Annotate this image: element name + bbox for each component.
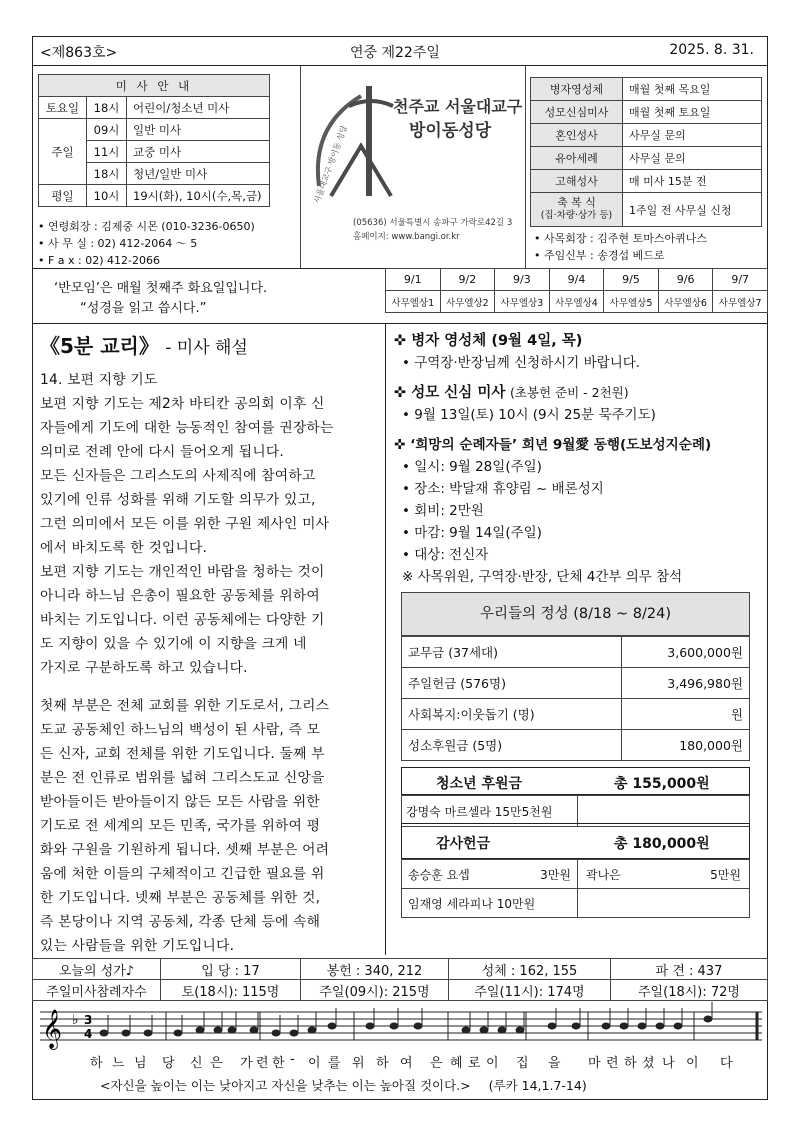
mass-time: 09시 — [87, 119, 127, 141]
lyric-syllable: - — [290, 1052, 295, 1067]
donor-name: 송승훈 요셉 — [408, 867, 470, 882]
thanks-offering-title: 감사헌금 — [436, 836, 491, 852]
notice-title-sub: (초봉헌 준비 - 2천원) — [509, 385, 629, 400]
stats-table — [32, 958, 768, 1001]
note-head — [480, 1027, 488, 1033]
note-head — [174, 1030, 182, 1036]
text-line: 아니라 하느님 은총이 필요한 공동체를 위하여 — [40, 588, 320, 604]
lyric-syllable: 하 — [90, 1056, 103, 1071]
lyric-syllable: 다 — [720, 1056, 733, 1071]
thanks-donor — [578, 889, 750, 918]
mass-time: 18시 — [87, 97, 127, 119]
reading-date: 9/1 — [386, 269, 441, 291]
offering-amount: 3,496,980원 — [622, 668, 750, 699]
lyric-syllable: 한 — [272, 1056, 285, 1071]
note-head — [572, 1023, 580, 1029]
sched-value: 매월 첫째 토요일 — [623, 101, 762, 124]
hymn-offertory: 봉헌 : 340, 212 — [301, 959, 449, 980]
reading-book: 사무엘상6 — [658, 291, 713, 313]
offering-amount: 원 — [622, 699, 750, 730]
lyric-syllable: 당 — [162, 1056, 175, 1071]
lyric-syllable: 련 — [256, 1056, 269, 1071]
parish-logo-area — [300, 66, 526, 268]
lyric-syllable: 님 — [134, 1056, 147, 1071]
text-line: 가지로 구분하도록 하고 있습니다. — [40, 660, 248, 676]
mass-day: 주일 — [39, 119, 87, 185]
lyric-syllable: 하 — [624, 1056, 637, 1071]
attendance-sat: 토(18시): 115명 — [161, 980, 301, 1001]
note-head — [414, 1023, 422, 1029]
catechism-para1 — [40, 392, 380, 680]
sched-key: 유아세례 — [531, 147, 623, 170]
notice-pilgrimage-details — [394, 456, 764, 588]
sched-key-sub: (집·차량·상가 등) — [540, 210, 613, 221]
liturgical-week: 연중 제22주일 — [350, 45, 440, 61]
offering-amount: 180,000원 — [622, 730, 750, 761]
text-line: 첫째 부분은 전체 교회를 위한 기도로서, 그리스 — [40, 698, 330, 714]
lyric-syllable: 련 — [606, 1056, 619, 1071]
lyric-syllable: 은 — [430, 1056, 443, 1071]
thanks-donor — [578, 860, 750, 889]
contact-funeral: • 연령회장 : 김제중 시몬 (010-3236-0650) — [38, 220, 255, 233]
sched-value: 매월 첫째 목요일 — [623, 78, 762, 101]
note-head — [674, 1023, 682, 1029]
mass-title: 미 사 안 내 — [39, 75, 270, 97]
mass-desc: 어린이/청소년 미사 — [127, 97, 270, 119]
hymn-communion: 성체 : 162, 155 — [449, 959, 611, 980]
time-signature-top: 3 — [84, 1013, 93, 1027]
lyric-syllable: 하 — [376, 1056, 389, 1071]
sched-key: 병자영성체 — [531, 78, 623, 101]
note-head — [214, 1027, 222, 1033]
lyric-syllable: 이 — [486, 1056, 499, 1071]
catechism-para2 — [40, 694, 380, 958]
mass-time: 11시 — [87, 141, 127, 163]
reading-book: 사무엘상1 — [386, 291, 441, 313]
sched-key: 축 복 식 — [557, 196, 596, 209]
notice-sick-communion-line: • 구역장·반장님께 신청하시기 바랍니다. — [402, 355, 641, 371]
mass-desc: 19시(화), 10시(수,목,금) — [127, 185, 270, 207]
text-line: 분은 전 인류로 범위를 넓혀 그리스도교 신앙을 — [40, 770, 325, 786]
pastoral-council-head: • 사목회장 : 김주현 토마스아퀴나스 — [534, 232, 707, 245]
note-head — [498, 1027, 506, 1033]
offering-item: 사회복지:이웃돕기 (명) — [402, 699, 622, 730]
lyric-syllable: 이 — [686, 1056, 699, 1071]
gospel-quote: <자신을 높이는 이는 낮아지고 자신을 낮추는 이는 높아질 것이다.> — [100, 1078, 471, 1093]
catechism-body — [40, 368, 380, 958]
reading-date: 9/6 — [658, 269, 713, 291]
hymn-lyrics — [90, 1052, 750, 1070]
divider — [32, 323, 768, 324]
offering-table — [401, 636, 750, 761]
issue-number: <제863호> — [40, 45, 118, 61]
leadership-list — [534, 230, 707, 264]
attendance-sun11: 주일(11시): 174명 — [449, 980, 611, 1001]
lyric-syllable: 은 — [210, 1056, 223, 1071]
thanks-donor — [402, 889, 578, 918]
mass-desc: 교중 미사 — [127, 141, 270, 163]
parish-address: (05636) 서울특별시 송파구 가락로42길 3 — [353, 218, 513, 228]
thanks-offering-total: 총 180,000원 — [614, 836, 710, 852]
text-line: 화와 구원을 기원하게 됩니다. 셋째 부분은 어려 — [40, 842, 330, 858]
thanks-offering-table — [401, 859, 750, 918]
detail-line: • 일시: 9월 28일(주일) — [402, 459, 542, 475]
youth-donor: 강명숙 마르셀라 15만5천원 — [402, 796, 578, 827]
notice-marian-mass-line: • 9월 13일(토) 10시 (9시 25분 묵주기도) — [402, 407, 656, 423]
reading-date: 9/3 — [495, 269, 550, 291]
reading-date: 9/7 — [713, 269, 768, 291]
attendance-sun9: 주일(09시): 215명 — [301, 980, 449, 1001]
sched-value: 사무실 문의 — [623, 147, 762, 170]
hymn-dismissal: 파 견 : 437 — [611, 959, 768, 980]
sched-value: 매 미사 15분 전 — [623, 170, 762, 193]
text-line: 도교 공동체인 하느님의 백성이 된 사람, 즉 모 — [40, 722, 321, 738]
text-line: 보편 지향 기도는 제2차 바티칸 공의회 이후 신 — [40, 396, 325, 412]
text-line: 보편 지향 기도는 개인적인 바람을 청하는 것이 — [40, 564, 325, 580]
lyric-syllable: 를 — [328, 1056, 341, 1071]
text-line: 한 기도입니다. 넷째 부분은 공동체를 위한 것, — [40, 890, 321, 906]
contact-fax: • F a x : 02) 412-2066 — [38, 254, 160, 267]
sched-value: 1주일 전 사무실 신청 — [623, 193, 762, 227]
donor-name: 곽나은 — [586, 867, 621, 882]
text-line: 자들에게 기도에 대한 능동적인 참여를 권장하는 — [40, 420, 334, 436]
youth-donation-title: 청소년 후원금 — [436, 776, 523, 792]
thanks-offering-header — [401, 823, 750, 859]
bulletin-date: 2025. 8. 31. — [669, 42, 754, 58]
reading-book: 사무엘상4 — [549, 291, 604, 313]
note-head — [272, 1030, 280, 1036]
note-head — [100, 1030, 108, 1036]
mass-day: 평일 — [39, 185, 87, 207]
text-line: 도 지향이 있을 수 있기에 이 지향을 크게 네 — [40, 636, 307, 652]
offering-item: 성소후원금 (5명) — [402, 730, 622, 761]
mass-day: 토요일 — [39, 97, 87, 119]
offering-item: 주일헌금 (576명) — [402, 668, 622, 699]
note-head — [462, 1027, 470, 1033]
lyric-syllable: 가 — [240, 1056, 253, 1071]
time-signature-bottom: 4 — [84, 1027, 93, 1041]
contact-office: • 사 무 실 : 02) 412-2064 ～ 5 — [38, 237, 198, 250]
parish-emblem — [301, 66, 527, 216]
reading-book: 사무엘상3 — [495, 291, 550, 313]
notice-sick-communion-title: ✜ 병자 영성체 (9월 4일, 목) — [394, 333, 583, 349]
note-head — [638, 1023, 646, 1029]
bulletin-header — [32, 36, 768, 66]
attendance-label: 주일미사참례자수 — [33, 980, 161, 1001]
parish-seal-text: 서울대교구 방이동 성당 — [312, 124, 350, 205]
note-head — [516, 1027, 524, 1033]
banmo-line1: ‘반모임’은 매월 첫째주 화요일입니다. — [54, 281, 268, 296]
note-head — [196, 1027, 204, 1033]
lyric-syllable: 로 — [468, 1056, 481, 1071]
column-divider — [385, 323, 386, 955]
notice-title-text: ✜ 성모 신심 미사 — [394, 385, 506, 401]
treble-clef-icon: 𝄞 — [42, 1009, 63, 1049]
bible-reading-table — [385, 268, 768, 313]
attendance-sun18: 주일(18시): 72명 — [611, 980, 768, 1001]
gospel-quote-line — [100, 1076, 587, 1094]
text-line: 기도로 전 세계의 모든 민족, 국가를 위하여 평 — [40, 818, 321, 834]
thanks-donor — [402, 860, 578, 889]
notices — [394, 330, 764, 588]
banmo-line2: “성경을 읽고 씁시다.” — [80, 301, 207, 316]
reading-date: 9/2 — [440, 269, 495, 291]
note-head — [308, 1027, 316, 1033]
reading-book: 사무엘상5 — [604, 291, 659, 313]
lyric-syllable: 마 — [588, 1056, 601, 1071]
mass-time: 18시 — [87, 163, 127, 185]
lyric-syllable: 여 — [400, 1056, 413, 1071]
lyric-syllable: 집 — [516, 1056, 529, 1071]
reading-date: 9/4 — [549, 269, 604, 291]
offering-amount: 3,600,000원 — [622, 637, 750, 668]
lyric-syllable: 신 — [190, 1056, 203, 1071]
detail-line: • 회비: 2만원 — [402, 503, 484, 519]
sched-value: 사무실 문의 — [623, 124, 762, 147]
contact-list — [38, 218, 300, 269]
reading-date: 9/5 — [604, 269, 659, 291]
banmo-notice — [54, 279, 267, 319]
catechism-title-main: 《5분 교리》 — [40, 334, 159, 358]
hymn-label: 오늘의 성가♪ — [33, 959, 161, 980]
parish-priest: • 주임신부 : 송경섭 베드로 — [534, 249, 665, 262]
notice-marian-mass-title — [394, 382, 764, 404]
text-line: 든 신자, 교회 전체를 위한 기도입니다. 둘째 부 — [40, 746, 325, 762]
offering-title: 우리들의 정성 (8/18 ~ 8/24) — [401, 592, 750, 636]
note-head — [366, 1023, 374, 1029]
parish-name-line1: 천주교 서울대교구 — [393, 97, 523, 116]
detail-line: • 마감: 9월 14일(주일) — [402, 525, 542, 541]
text-line: 있기에 인류 성화를 위해 기도할 의무가 있고, — [40, 492, 316, 508]
mass-desc: 일반 미사 — [127, 119, 270, 141]
donor-name: 임재영 세라피나 10만원 — [408, 896, 536, 911]
lyric-syllable: 나 — [662, 1056, 675, 1071]
sched-key-blessing — [531, 193, 623, 227]
catechism-title — [40, 330, 248, 359]
parish-name-line2: 방이동성당 — [409, 121, 492, 141]
reading-book: 사무엘상2 — [440, 291, 495, 313]
lyric-syllable: 을 — [548, 1056, 561, 1071]
parish-homepage: 홈페이지: www.bangi.or.kr — [353, 232, 460, 242]
note-head — [656, 1023, 664, 1029]
note-head — [602, 1023, 610, 1029]
detail-line: • 대상: 전신자 — [402, 547, 489, 563]
lyric-syllable: 이 — [308, 1056, 321, 1071]
sched-key: 혼인성사 — [531, 124, 623, 147]
note-head — [290, 1030, 298, 1036]
mass-schedule-table — [38, 74, 270, 207]
sched-key: 성모신심미사 — [531, 101, 623, 124]
note-head — [390, 1023, 398, 1029]
youth-donation-total: 총 155,000원 — [614, 776, 710, 792]
text-line: 있는 사람들을 위한 기도입니다. — [40, 938, 235, 954]
note-head — [144, 1030, 152, 1036]
youth-donor — [578, 796, 750, 827]
music-staff — [32, 1002, 768, 1050]
note-head — [620, 1023, 628, 1029]
gospel-reference: (루카 14,1.7-14) — [488, 1078, 587, 1093]
notice-pilgrimage-title: ✜ ‘희망의 순례자들’ 희년 9월愛 동행(도보성지순례) — [394, 437, 712, 453]
note-head — [328, 1023, 336, 1029]
note-head — [122, 1030, 130, 1036]
lyric-syllable: 혜 — [450, 1056, 463, 1071]
text-line: 받아들이든 받아들이지 않든 모든 사람을 위한 — [40, 794, 320, 810]
lyric-syllable: 위 — [352, 1056, 365, 1071]
detail-line: ※ 사목위원, 구역장·반장, 단체 4간부 의무 참석 — [402, 569, 683, 585]
detail-line: • 장소: 박달재 휴양림 ~ 배론성지 — [402, 481, 604, 497]
lyric-syllable: 느 — [112, 1056, 125, 1071]
text-line: 바치는 기도입니다. 이런 공동체에는 다양한 기 — [40, 612, 325, 628]
catechism-heading: 14. 보편 지향 기도 — [40, 372, 158, 388]
hymn-entrance: 입 당 : 17 — [161, 959, 301, 980]
text-line: 모든 신자들은 그리스도의 사제직에 참여하고 — [40, 468, 316, 484]
text-line: 즉 본당이나 지역 공동체, 각종 단체 등에 속해 — [40, 914, 321, 930]
note-head — [228, 1027, 236, 1033]
note-head — [250, 1027, 258, 1033]
text-line: 의미로 전례 안에 다시 들어오게 됩니다. — [40, 444, 284, 460]
lyric-syllable: 셨 — [642, 1056, 655, 1071]
note-head — [704, 1016, 712, 1022]
flat-icon: ♭ — [72, 1012, 79, 1028]
mass-desc: 청년/일반 미사 — [127, 163, 270, 185]
reading-book: 사무엘상7 — [713, 291, 768, 313]
text-line: 에서 바치도록 한 것입니다. — [40, 540, 208, 556]
donor-amount: 3만원 — [540, 867, 571, 882]
catechism-subtitle: - 미사 해설 — [165, 338, 248, 358]
donor-amount: 5만원 — [710, 867, 741, 882]
mass-time: 10시 — [87, 185, 127, 207]
offering-item: 교무금 (37세대) — [402, 637, 622, 668]
text-line: 움에 처한 이들의 구체적이고 긴급한 필요를 위 — [40, 866, 325, 882]
note-head — [548, 1023, 556, 1029]
youth-donation-header — [401, 767, 750, 795]
sched-key: 고해성사 — [531, 170, 623, 193]
sacrament-schedule-table — [530, 77, 762, 227]
text-line: 그런 의미에서 모든 이를 위한 구원 제사인 미사 — [40, 516, 330, 532]
